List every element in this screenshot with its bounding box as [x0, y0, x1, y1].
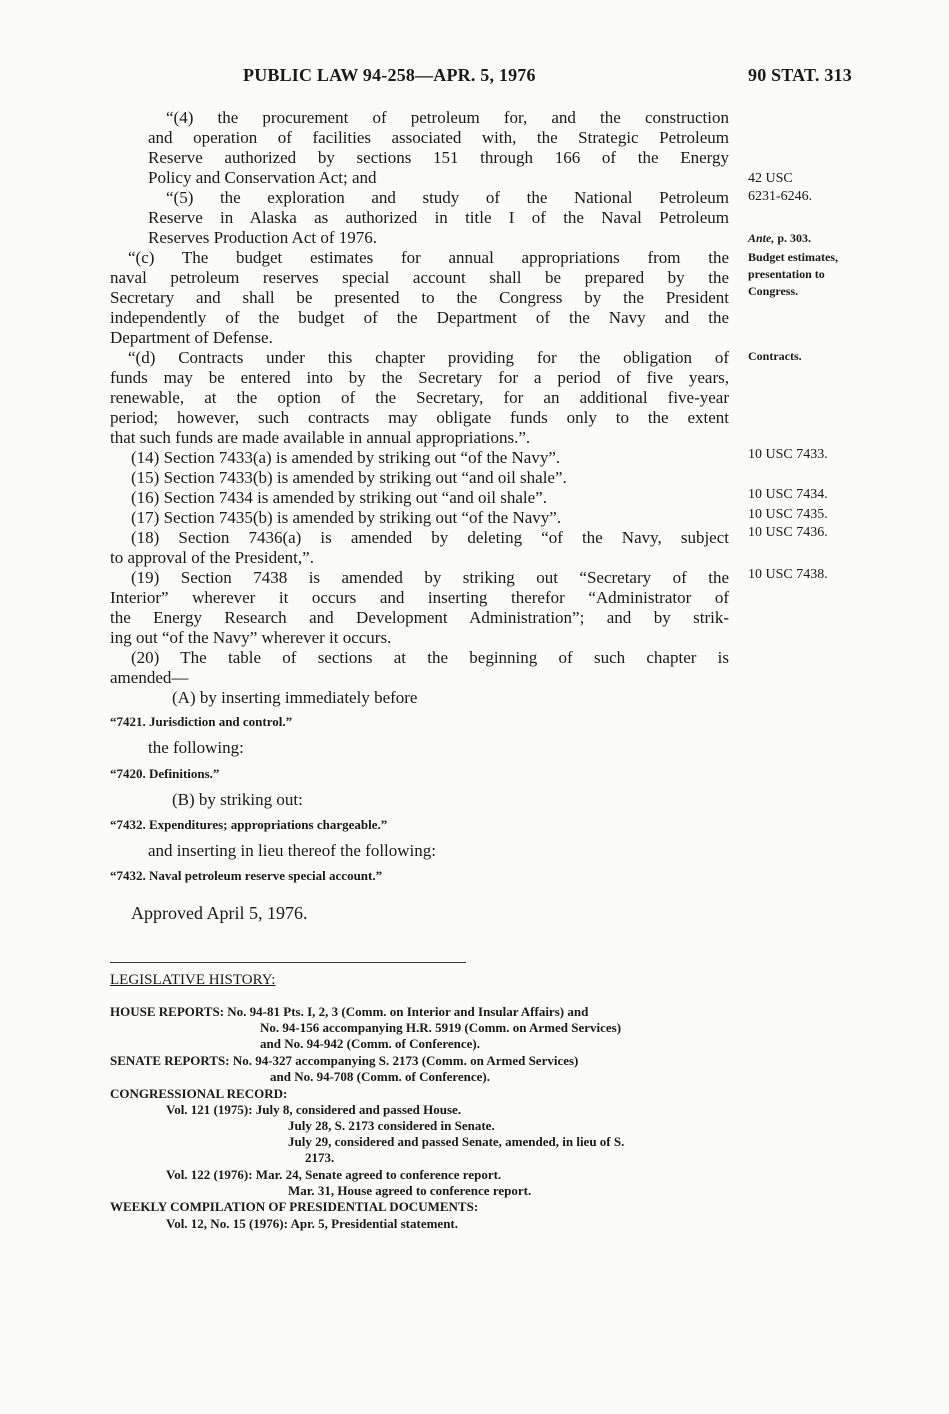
- history-line-2: No. 94-156 accompanying H.R. 5919 (Comm. on Armed Services): [260, 1020, 622, 1035]
- margin-contracts: Contracts.: [748, 349, 802, 363]
- history-line-12: Mar. 31, House agreed to conference report.: [288, 1183, 532, 1198]
- item-14: (14) Section 7433(a) is amended by striking out “of the Navy”.: [131, 448, 561, 467]
- para-d-line-4: period; however, such contracts may obligate funds only to the extent: [110, 408, 729, 427]
- following-2: and inserting in lieu thereof the following:: [148, 841, 436, 860]
- history-line-10: 2173.: [305, 1150, 335, 1165]
- following-1: the following:: [148, 738, 244, 757]
- item-18-line-1: (18) Section 7436(a) is amended by deleting “of the Navy, subject: [131, 528, 729, 547]
- item-20b-quote: “7432. Expenditures; appropriations chargeable.”: [110, 817, 388, 832]
- history-line-9: July 29, considered and passed Senate, amended, in lieu of S.: [288, 1134, 625, 1149]
- page-header-stat: 90 STAT. 313: [748, 65, 852, 85]
- history-line-11: Vol. 122 (1976): Mar. 24, Senate agreed to conference report.: [166, 1167, 502, 1182]
- item-20a-insert: “7420. Definitions.”: [110, 766, 220, 781]
- margin-7434: 10 USC 7434.: [748, 487, 828, 502]
- margin-7435: 10 USC 7435.: [748, 507, 828, 522]
- history-line-3: and No. 94-942 (Comm. of Conference).: [260, 1036, 481, 1051]
- margin-6231: 6231-6246.: [748, 189, 813, 204]
- margin-7436: 10 USC 7436.: [748, 525, 828, 540]
- item-20-line-2: amended—: [110, 668, 189, 687]
- para-4-line-3: Reserve authorized by sections 151 through 166 of the Energy: [148, 148, 729, 167]
- item-19-line-3: the Energy Research and Development Administration”; and by strik-: [110, 608, 729, 627]
- item-19-line-2: Interior” wherever it occurs and inserting therefor “Administrator of: [110, 588, 729, 607]
- margin-7438: 10 USC 7438.: [748, 567, 828, 582]
- history-line-8: July 28, S. 2173 considered in Senate.: [288, 1118, 495, 1133]
- history-line-6: CONGRESSIONAL RECORD:: [110, 1086, 288, 1101]
- para-c-line-5: Department of Defense.: [110, 328, 273, 347]
- history-heading: LEGISLATIVE HISTORY:: [110, 972, 276, 988]
- para-d-line-1: “(d) Contracts under this chapter providing for the obligation of: [128, 348, 729, 367]
- item-20-line-1: (20) The table of sections at the beginning of such chapter is: [131, 648, 729, 667]
- approved-date: Approved April 5, 1976.: [131, 903, 308, 923]
- item-20b-insert: “7432. Naval petroleum reserve special account.”: [110, 868, 383, 883]
- item-17: (17) Section 7435(b) is amended by striking out “of the Navy”.: [131, 508, 562, 527]
- para-d-line-2: funds may be entered into by the Secretary for a period of five years,: [110, 368, 729, 387]
- history-line-14: Vol. 12, No. 15 (1976): Apr. 5, Presidential statement.: [166, 1216, 459, 1231]
- item-18-line-2: to approval of the President,”.: [110, 548, 314, 567]
- history-line-7: Vol. 121 (1975): July 8, considered and passed House.: [166, 1102, 462, 1117]
- item-20b: (B) by striking out:: [172, 790, 303, 809]
- history-line-1: HOUSE REPORTS: No. 94-81 Pts. I, 2, 3 (Comm. on Interior and Insular Affairs) and: [110, 1004, 589, 1019]
- margin-budget-3: Congress.: [748, 284, 799, 298]
- item-20a: (A) by inserting immediately before: [172, 688, 418, 707]
- margin-42-usc: 42 USC: [748, 171, 793, 186]
- para-5-line-2: Reserve in Alaska as authorized in title I of the Naval Petroleum: [148, 208, 729, 227]
- item-19-line-1: (19) Section 7438 is amended by striking out “Secretary of the: [131, 568, 729, 587]
- para-c-line-3: Secretary and shall be presented to the Congress by the President: [110, 288, 729, 307]
- para-c-line-4: independently of the budget of the Department of the Navy and the: [110, 308, 729, 327]
- margin-ante: [748, 230, 811, 247]
- margin-ante-page: p. 303.: [777, 231, 812, 245]
- margin-budget-2: presentation to: [748, 267, 825, 281]
- para-c-line-1: “(c) The budget estimates for annual appropriations from the: [128, 248, 729, 267]
- margin-ante-italic: Ante,: [748, 231, 775, 245]
- para-5-line-1: “(5) the exploration and study of the National Petroleum: [166, 188, 729, 207]
- item-15: (15) Section 7433(b) is amended by striking out “and oil shale”.: [131, 468, 567, 487]
- para-4-line-1: “(4) the procurement of petroleum for, and the construction: [166, 108, 729, 127]
- margin-7433: 10 USC 7433.: [748, 447, 828, 462]
- para-5-line-3: Reserves Production Act of 1976.: [148, 228, 377, 247]
- history-line-13: WEEKLY COMPILATION OF PRESIDENTIAL DOCUMENTS:: [110, 1199, 479, 1214]
- history-line-4: SENATE REPORTS: No. 94-327 accompanying S. 2173 (Comm. on Armed Services): [110, 1053, 579, 1068]
- margin-budget-1: Budget estimates,: [748, 250, 838, 264]
- history-line-5: and No. 94-708 (Comm. of Conference).: [270, 1069, 491, 1084]
- para-d-line-3: renewable, at the option of the Secretary, for an additional five-year: [110, 388, 729, 407]
- history-rule: [110, 962, 466, 963]
- para-d-line-5: that such funds are made available in annual appropriations.”.: [110, 428, 531, 447]
- para-4-line-2: and operation of facilities associated with, the Strategic Petroleum: [148, 128, 729, 147]
- item-20a-quote: “7421. Jurisdiction and control.”: [110, 714, 293, 729]
- item-16: (16) Section 7434 is amended by striking out “and oil shale”.: [131, 488, 547, 507]
- para-4-line-4: Policy and Conservation Act; and: [148, 168, 377, 187]
- page-header-title: PUBLIC LAW 94-258—APR. 5, 1976: [243, 65, 536, 85]
- para-c-line-2: naval petroleum reserves special account shall be prepared by the: [110, 268, 729, 287]
- item-19-line-4: ing out “of the Navy” wherever it occurs.: [110, 628, 392, 647]
